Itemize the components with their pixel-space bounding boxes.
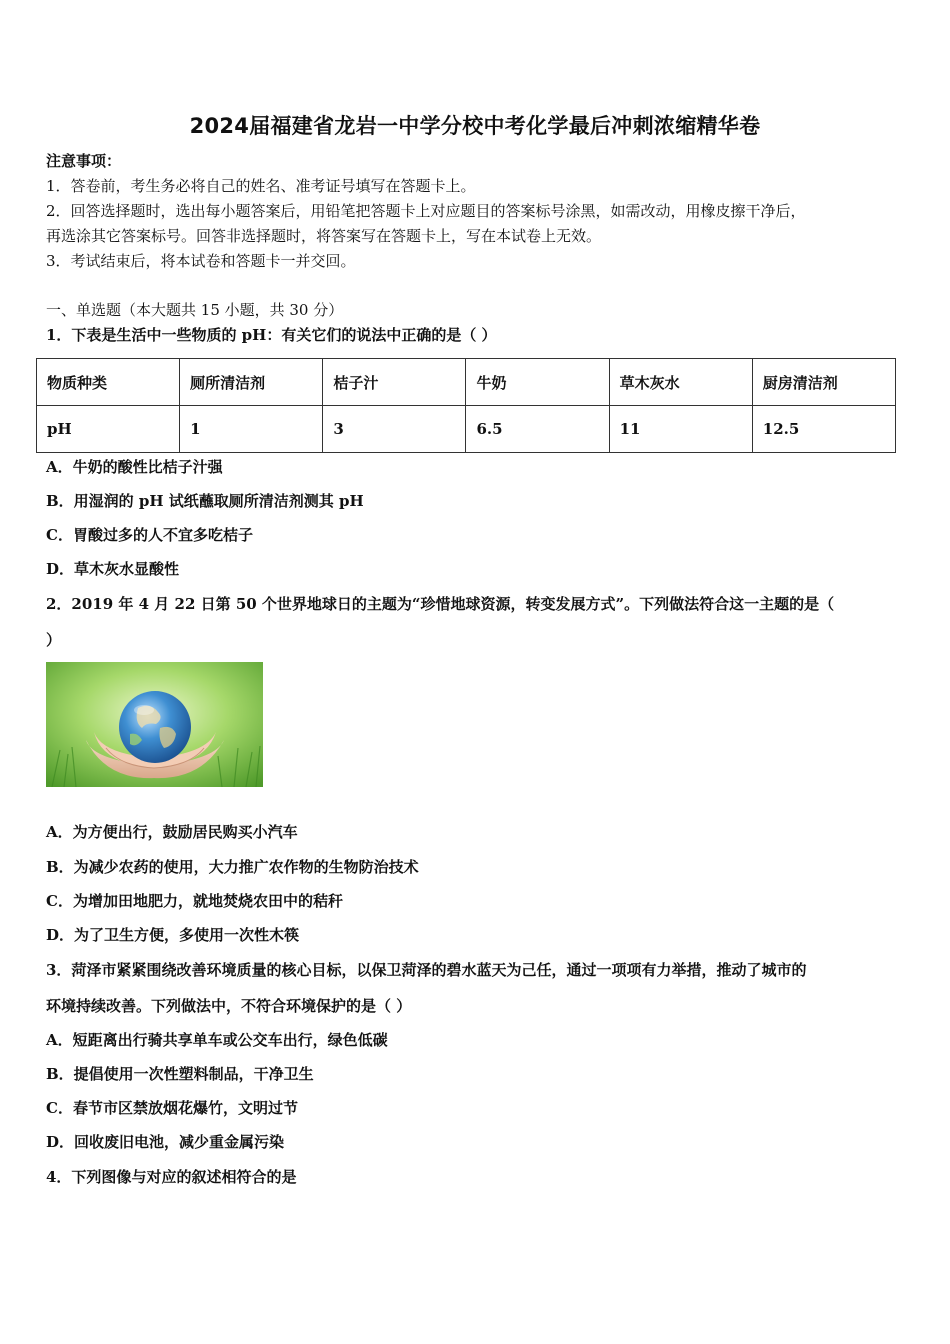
table-cell: 3 — [323, 406, 466, 453]
question-2-option-b: B．为减少农药的使用，大力推广农作物的生物防治技术 — [46, 858, 419, 876]
notice-item-2-line-2: 再选涂其它答案标号。回答非选择题时，将答案写在答题卡上，写在本试卷上无效。 — [46, 227, 602, 245]
table-cell: 厨房清洁剂 — [752, 359, 895, 406]
ph-table — [36, 358, 896, 453]
question-1-option-a: A．牛奶的酸性比桔子汁强 — [46, 458, 223, 476]
question-4-stem: 4．下列图像与对应的叙述相符合的是 — [46, 1168, 297, 1186]
table-cell: pH — [37, 406, 180, 453]
question-2-stem-line-1: 2．2019 年 4 月 22 日第 50 个世界地球日的主题为“珍惜地球资源，转变发展方式”。下列做法符合这一主题的是（ — [46, 595, 835, 613]
table-cell: 桔子汁 — [323, 359, 466, 406]
table-cell: 6.5 — [466, 406, 609, 453]
question-2-option-c: C．为增加田地肥力，就地焚烧农田中的秸秆 — [46, 892, 343, 910]
question-1-stem: 1．下表是生活中一些物质的 pH：有关它们的说法中正确的是（ ） — [46, 326, 497, 344]
question-2-stem-line-2: ） — [46, 631, 62, 649]
table-cell: 12.5 — [752, 406, 895, 453]
notice-heading: 注意事项： — [46, 152, 122, 170]
question-1-option-c: C．胃酸过多的人不宜多吃桔子 — [46, 526, 253, 544]
earth-in-hands-illustration — [46, 662, 263, 787]
question-3-option-b: B．提倡使用一次性塑料制品，干净卫生 — [46, 1065, 314, 1083]
table-row — [37, 406, 896, 453]
section-heading: 一、单选题（本大题共 15 小题，共 30 分） — [46, 301, 344, 319]
page-title: 2024届福建省龙岩一中学分校中考化学最后冲刺浓缩精华卷 — [189, 114, 761, 138]
question-3-option-a: A．短距离出行骑共享单车或公交车出行，绿色低碳 — [46, 1031, 388, 1049]
question-2-option-a: A．为方便出行，鼓励居民购买小汽车 — [46, 823, 298, 841]
table-cell: 1 — [180, 406, 323, 453]
question-1-option-d: D．草木灰水显酸性 — [46, 560, 180, 578]
earth-in-hands-image — [46, 662, 263, 787]
question-3-stem-line-1: 3．菏泽市紧紧围绕改善环境质量的核心目标，以保卫菏泽的碧水蓝天为己任，通过一项项有力举措，推动了城市的 — [46, 961, 807, 979]
notice-item-1: 1．答卷前，考生务必将自己的姓名、准考证号填写在答题卡上。 — [46, 177, 476, 195]
table-cell: 11 — [609, 406, 752, 453]
question-1-option-b: B．用湿润的 pH 试纸蘸取厕所清洁剂测其 pH — [46, 492, 364, 510]
question-3-option-d: D．回收废旧电池，减少重金属污染 — [46, 1133, 285, 1151]
notice-item-3: 3．考试结束后，将本试卷和答题卡一并交回。 — [46, 252, 356, 270]
question-2-option-d: D．为了卫生方便，多使用一次性木筷 — [46, 926, 300, 944]
table-cell: 厕所清洁剂 — [180, 359, 323, 406]
question-3-stem-line-2: 环境持续改善。下列做法中，不符合环境保护的是（ ） — [46, 997, 412, 1015]
table-cell: 牛奶 — [466, 359, 609, 406]
ph-table-wrapper — [36, 358, 896, 453]
table-cell: 物质种类 — [37, 359, 180, 406]
table-header-row — [37, 359, 896, 406]
question-3-option-c: C．春节市区禁放烟花爆竹，文明过节 — [46, 1099, 298, 1117]
table-cell: 草木灰水 — [609, 359, 752, 406]
notice-item-2-line-1: 2．回答选择题时，选出每小题答案后，用铅笔把答题卡上对应题目的答案标号涂黑，如需改动，用橡皮擦干净后， — [46, 202, 806, 220]
